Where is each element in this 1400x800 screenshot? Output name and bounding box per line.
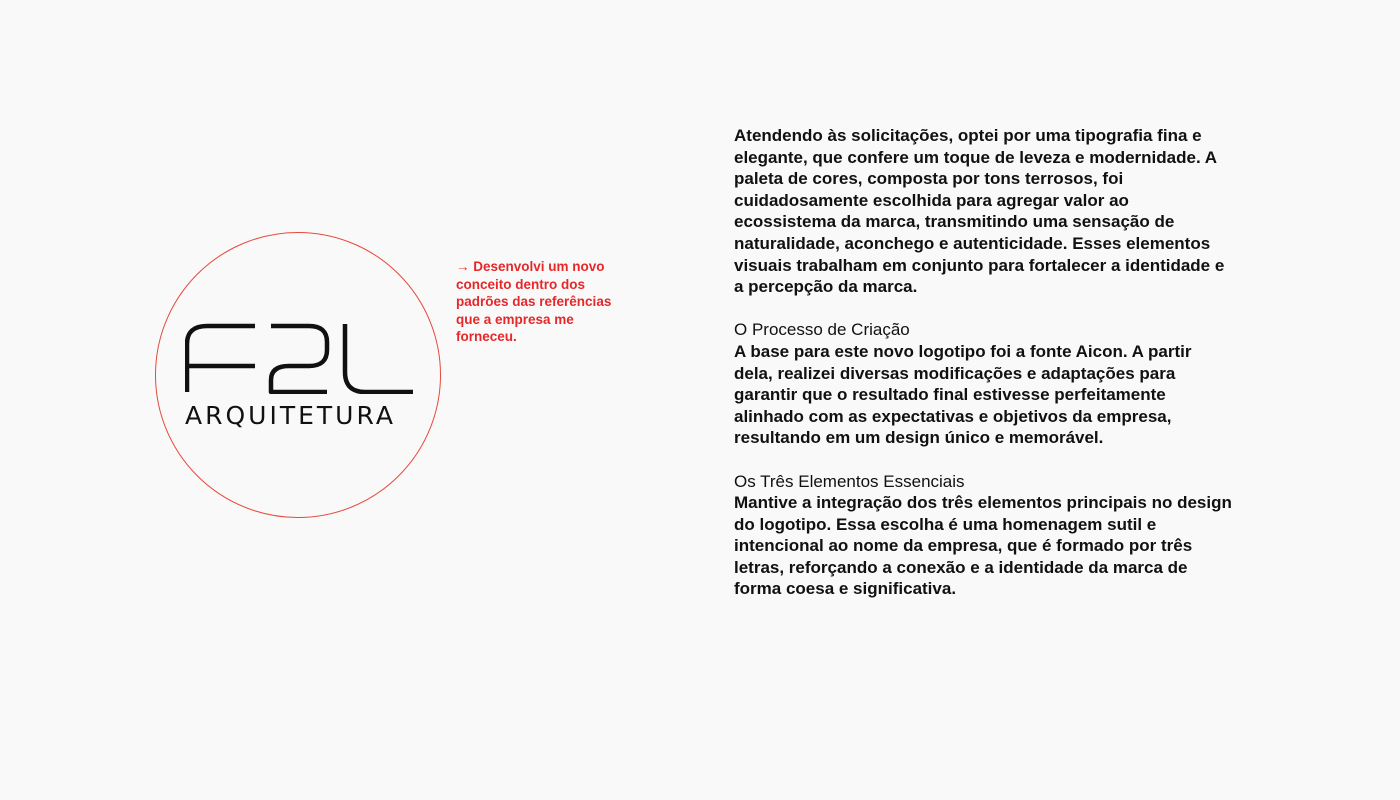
section-heading: O Processo de Criação bbox=[734, 320, 910, 340]
intro-paragraph: Atendendo às solicitações, optei por uma tipografia fina e elegante, que confere um toque de leveza e modernidade. A paleta de cores, composta por tons terrosos, foi cuidadosamente escolhida para agregar valor ao ecossistema da marca, transmitindo uma sensação de naturalidade, aconchego e autenticidade. Esses elementos visuais trabalham em conjunto para fortalecer a identidade e a percepção da marca. bbox=[734, 126, 1225, 297]
section-body: A base para este novo logotipo foi a fonte Aicon. A partir dela, realizei diversas modificações e adaptações para garantir que o resultado final estivesse perfeitamente alinhado com as expectativas e objetivos da empresa, resultando em um design único e memorável. bbox=[734, 341, 1192, 448]
annotation-text: Desenvolvi um novo conceito dentro dos padrões das referências que a empresa me forneceu. bbox=[456, 259, 612, 344]
annotation-note bbox=[456, 258, 636, 346]
description-column bbox=[734, 125, 1234, 622]
logo-letter-f bbox=[187, 326, 255, 392]
section-elements bbox=[734, 471, 1234, 601]
logo-wordmark: ARQUITETURA bbox=[185, 401, 396, 430]
section-body: Mantive a integração dos três elementos principais no design do logotipo. Essa escolha é uma homenagem sutil e intencional ao nome da empresa, que é formado por três letras, reforçando a conexão e a identidade da marca de forma coesa e significativa. bbox=[734, 493, 1232, 599]
section-heading: Os Três Elementos Essenciais bbox=[734, 471, 965, 491]
f2l-logo-mark bbox=[185, 322, 415, 394]
arrow-right-icon: → bbox=[456, 259, 470, 274]
section-process bbox=[734, 319, 1234, 449]
logo-letter-l bbox=[345, 324, 413, 392]
logo-letter-2 bbox=[271, 326, 327, 392]
